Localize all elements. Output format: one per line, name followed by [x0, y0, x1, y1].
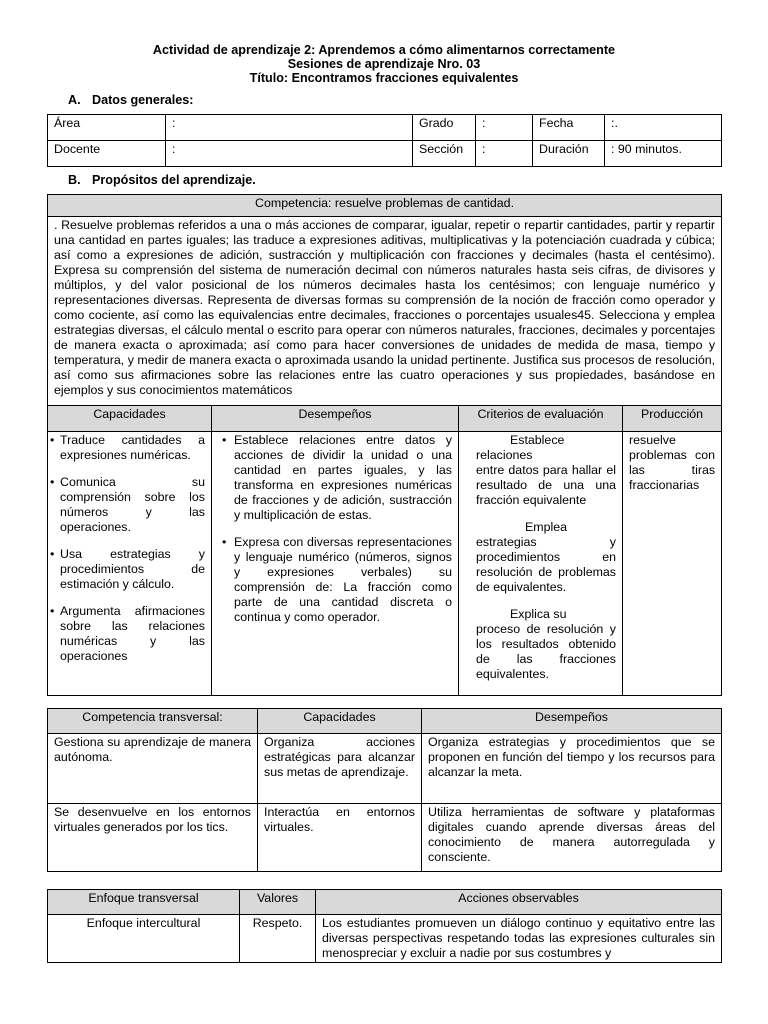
header-competencia-transversal: Competencia transversal:: [48, 709, 258, 734]
criterio-first: Explica su: [510, 607, 567, 621]
desempenos-cell: [212, 432, 459, 696]
activity-title: Actividad de aprendizaje 2: Aprendemos a cómo alimentarnos correctamente: [152, 43, 616, 57]
seccion-label: Sección: [413, 141, 476, 167]
desempeno-item: • Establece relaciones entre datos y acciones de dividir la unidad o una cantidad en partes iguales, y las transforma en expresiones numéricas de fracciones y de adición, sustracción y multiplicación de estas.: [222, 433, 452, 523]
transversal-capacidad: Organiza acciones estratégicas para alcanzar sus metas de aprendizaje.: [258, 734, 422, 804]
transversal-table: [47, 708, 722, 872]
capacidades-cell: [48, 432, 212, 696]
fecha-value: :.: [605, 115, 722, 141]
propositos-table: [47, 194, 722, 696]
session-number: Sesiones de aprendizaje Nro. 03: [287, 57, 481, 71]
duracion-label: Duración: [533, 141, 605, 167]
criterio-item: [476, 520, 616, 595]
header-enfoque: Enfoque transversal: [48, 890, 240, 915]
header-criterios: Criterios de evaluación: [459, 406, 623, 432]
transversal-competencia: Se desenvuelve en los entornos virtuales generados por los tics.: [48, 804, 258, 872]
criterio-item: [476, 607, 616, 682]
area-label: Área: [48, 115, 166, 141]
duracion-value: : 90 minutos.: [605, 141, 722, 167]
header-capacidades: Capacidades: [48, 406, 212, 432]
section-b-title: Propósitos del aprendizaje.: [92, 173, 256, 187]
section-a-heading: [68, 93, 194, 108]
header-produccion: Producción: [623, 406, 722, 432]
datos-generales-table: [47, 114, 722, 167]
transversal-desempeno: Organiza estrategias y procedimientos que se proponen en función del tiempo y los recursos para alcanzar la meta.: [422, 734, 722, 804]
criterios-cell: [459, 432, 623, 696]
docente-label: Docente: [48, 141, 166, 167]
grado-value: :: [476, 115, 533, 141]
enfoque-name: Enfoque intercultural: [48, 915, 240, 963]
session-title: Título: Encontramos fracciones equivalentes: [249, 71, 519, 85]
transversal-desempeno: Utiliza herramientas de software y plataformas digitales cuando aprende diversas áreas del conocimiento de manera autorregulada y consciente.: [422, 804, 722, 872]
fecha-label: Fecha: [533, 115, 605, 141]
competencia-title: Competencia: resuelve problemas de cantidad.: [48, 195, 722, 217]
enfoque-acciones: Los estudiantes promueven un diálogo continuo y equitativo entre las diversas perspectivas respetando todas las expresiones culturales sin menospreciar y excluir a nadie por sus costumbres y: [316, 915, 722, 963]
competencia-description: . Resuelve problemas referidos a una o más acciones de comparar, igualar, repetir o repartir cantidades, partir y repartir una cantidad en partes iguales; las traduce a expresiones aditivas, multiplicativas y la potenciación cuadrada y cúbica; así como a expresiones de adición, sustracción y multiplicación con fracciones y decimales (hasta el centésimo). Expresa su comprensión del sistema de numeración decimal con números naturales hasta seis cifras, de divisores y múltiplos, y del valor posicional de los números decimales hasta los centésimos; con lenguaje numérico y representaciones diversas. Representa de diversas formas su comprensión de la noción de fracción como operador y como cociente, así como las equivalencias entre decimales, fracciones o porcentajes usuales45. Selecciona y emplea estrategias diversas, el cálculo mental o escrito para operar con números naturales, fracciones, decimales y porcentajes de manera exacta o aproximada; así como para hacer conversiones de unidades de medida de masa, tiempo y temperatura, y medir de manera exacta o aproximada usando la unidad pertinente. Justifica sus procesos de resolución, así como sus afirmaciones sobre las relaciones entre las cuatro operaciones y sus propiedades, basándose en ejemplos y sus conocimientos matemáticos: [48, 217, 722, 406]
criterio-first: Establece relaciones: [476, 433, 565, 462]
capacidad-item: • Usa estrategias y procedimientos de estimación y cálculo.: [54, 547, 205, 592]
criterio-rest: estrategias y procedimientos en resolución de problemas de equivalentes.: [476, 535, 616, 594]
header-desempenos-transversal: Desempeños: [422, 709, 722, 734]
criterio-rest: entre datos para hallar el resultado de una una fracción equivalente: [476, 463, 616, 507]
seccion-value: :: [476, 141, 533, 167]
capacidad-item: • Comunica su comprensión sobre los números y las operaciones.: [54, 475, 205, 535]
enfoque-table: [47, 889, 722, 963]
docente-value: :: [166, 141, 413, 167]
transversal-capacidad: Interactúa en entornos virtuales.: [258, 804, 422, 872]
area-value: :: [166, 115, 413, 141]
produccion-cell: resuelve problemas con las tiras fraccionarias: [623, 432, 722, 696]
header-valores: Valores: [240, 890, 316, 915]
criterio-item: [476, 433, 616, 508]
header-acciones: Acciones observables: [316, 890, 722, 915]
enfoque-valor: Respeto.: [240, 915, 316, 963]
desempeno-item: • Expresa con diversas representaciones y lenguaje numérico (números, signos y expresiones verbales) su comprensión de: La fracción como parte de una cantidad discreta o continua y como operador.: [222, 535, 452, 625]
section-a-letter: A.: [68, 93, 81, 107]
transversal-competencia: Gestiona su aprendizaje de manera autónoma.: [48, 734, 258, 804]
header-capacidades-transversal: Capacidades: [258, 709, 422, 734]
section-b-letter: B.: [68, 173, 81, 187]
capacidad-item: • Traduce cantidades a expresiones numéricas.: [54, 433, 205, 463]
capacidad-item: • Argumenta afirmaciones sobre las relaciones numéricas y las operaciones: [54, 604, 205, 664]
criterio-first: Emplea: [524, 520, 567, 534]
section-b-heading: [68, 173, 256, 188]
criterio-rest: proceso de resolución y los resultados obtenido de las fracciones equivalentes.: [476, 622, 616, 681]
grado-label: Grado: [413, 115, 476, 141]
section-a-title: Datos generales:: [92, 93, 194, 107]
header-desempenos: Desempeños: [212, 406, 459, 432]
